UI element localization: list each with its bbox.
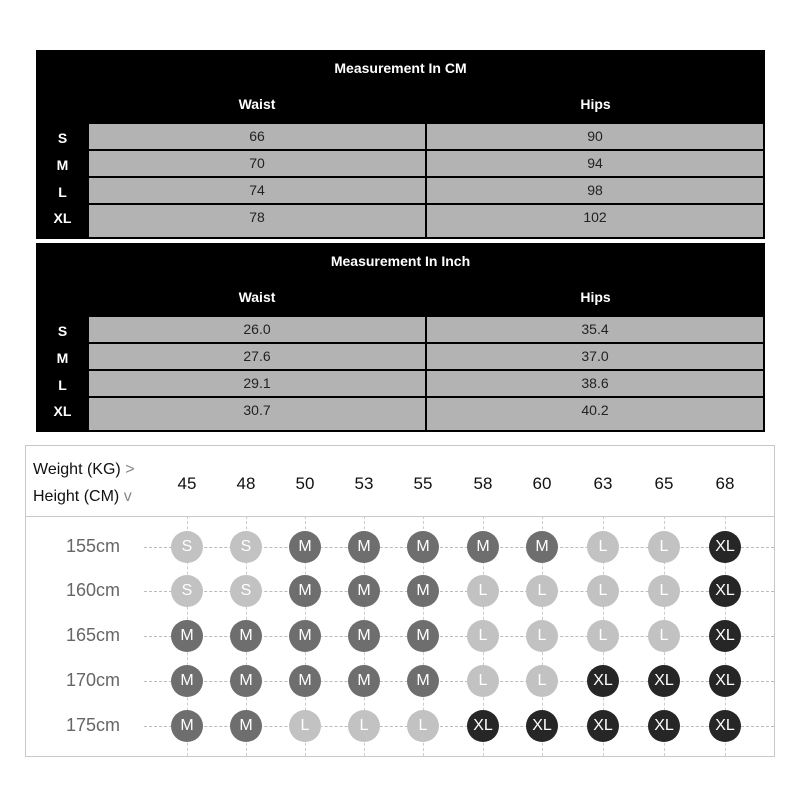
height-row-label: 170cm <box>66 670 121 690</box>
size-badge-m: M <box>348 620 380 652</box>
size-badge-xl: XL <box>709 575 741 607</box>
height-axis-label <box>33 488 132 506</box>
size-badge-xl: XL <box>648 665 680 697</box>
cm-size-s: S <box>57 130 68 146</box>
inch-hips-m: 37.0 <box>427 344 763 369</box>
size-badge-l: L <box>648 531 680 563</box>
height-row-label: 175cm <box>66 715 121 735</box>
size-badge-m: M <box>407 620 439 652</box>
inch-size-l: L <box>58 377 67 393</box>
size-badge-m: M <box>407 665 439 697</box>
cm-waist-m: 70 <box>89 151 425 176</box>
size-badge-s: S <box>171 531 203 563</box>
size-badge-m: M <box>171 620 203 652</box>
inch-waist-header: Waist <box>238 289 276 305</box>
size-badge-s: S <box>230 531 262 563</box>
weight-column-label: 50 <box>295 474 315 493</box>
inch-hips-l: 38.6 <box>427 371 763 396</box>
weight-column-label: 48 <box>236 474 256 493</box>
size-badge-l: L <box>467 665 499 697</box>
inch-hips-xl: 40.2 <box>427 398 763 430</box>
weight-axis-label <box>33 461 135 479</box>
size-badge-l: L <box>467 620 499 652</box>
size-badge-xl: XL <box>709 710 741 742</box>
size-badge-xl: XL <box>587 710 619 742</box>
cm-size-xl: XL <box>53 210 72 226</box>
size-badge-m: M <box>407 575 439 607</box>
weight-column-label: 58 <box>473 474 493 493</box>
size-badge-xl: XL <box>709 531 741 563</box>
size-badge-l: L <box>526 575 558 607</box>
cm-table-title: Measurement In CM <box>334 60 467 76</box>
size-badge-m: M <box>289 531 321 563</box>
height-label-text: Height (CM) <box>33 488 120 505</box>
size-badge-xl: XL <box>526 710 558 742</box>
inch-waist-m: 27.6 <box>89 344 425 369</box>
cm-hips-l: 98 <box>427 178 763 203</box>
inch-waist-l: 29.1 <box>89 371 425 396</box>
height-row-label: 155cm <box>66 536 121 556</box>
cm-waist-l: 74 <box>89 178 425 203</box>
weight-column-label: 60 <box>532 474 552 493</box>
weight-column-label: 65 <box>654 474 674 493</box>
inch-size-s: S <box>57 323 68 339</box>
size-badge-l: L <box>348 710 380 742</box>
size-badge-l: L <box>648 620 680 652</box>
weight-column-label: 45 <box>177 474 197 493</box>
height-row-label: 160cm <box>66 580 121 600</box>
size-badge-m: M <box>289 665 321 697</box>
inch-hips-s: 35.4 <box>427 317 763 342</box>
cm-size-l: L <box>58 184 67 200</box>
inch-waist-xl: 30.7 <box>89 398 425 430</box>
size-badge-s: S <box>230 575 262 607</box>
size-badge-s: S <box>171 575 203 607</box>
size-badge-m: M <box>289 620 321 652</box>
weight-column-label: 63 <box>593 474 613 493</box>
size-badge-l: L <box>289 710 321 742</box>
inch-waist-s: 26.0 <box>89 317 425 342</box>
size-badge-l: L <box>407 710 439 742</box>
inch-measurement-table <box>36 243 765 432</box>
grid-header-divider <box>26 516 774 517</box>
weight-column-label: 68 <box>715 474 735 493</box>
cm-measurement-table <box>36 50 765 239</box>
height-row-label: 165cm <box>66 625 121 645</box>
down-arrow-icon: v <box>123 488 132 505</box>
size-badge-l: L <box>587 531 619 563</box>
cm-hips-s: 90 <box>427 124 763 149</box>
size-badge-l: L <box>587 575 619 607</box>
weight-label-text: Weight (KG) <box>33 461 121 478</box>
inch-table-title: Measurement In Inch <box>330 253 471 269</box>
size-badge-m: M <box>289 575 321 607</box>
size-badge-m: M <box>171 665 203 697</box>
size-badge-l: L <box>526 620 558 652</box>
size-badge-xl: XL <box>709 665 741 697</box>
right-arrow-icon: > <box>125 461 135 478</box>
size-badge-l: L <box>587 620 619 652</box>
cm-hips-header: Hips <box>580 96 611 112</box>
size-badge-xl: XL <box>587 665 619 697</box>
size-badge-m: M <box>407 531 439 563</box>
inch-hips-header: Hips <box>580 289 611 305</box>
size-badge-m: M <box>230 665 262 697</box>
cm-waist-xl: 78 <box>89 205 425 237</box>
inch-size-xl: XL <box>53 403 72 419</box>
size-recommendation-grid <box>25 445 775 757</box>
size-badge-m: M <box>348 665 380 697</box>
cm-waist-header: Waist <box>238 96 276 112</box>
size-badge-m: M <box>171 710 203 742</box>
size-badge-xl: XL <box>467 710 499 742</box>
size-badge-m: M <box>348 575 380 607</box>
cm-hips-xl: 102 <box>427 205 763 237</box>
weight-column-label: 53 <box>354 474 374 493</box>
size-badge-m: M <box>348 531 380 563</box>
size-badge-l: L <box>526 665 558 697</box>
cm-size-m: M <box>56 157 69 173</box>
size-badge-xl: XL <box>709 620 741 652</box>
cm-hips-m: 94 <box>427 151 763 176</box>
weight-column-label: 55 <box>413 474 433 493</box>
size-badge-m: M <box>467 531 499 563</box>
inch-size-m: M <box>56 350 69 366</box>
size-badge-l: L <box>467 575 499 607</box>
size-badge-m: M <box>526 531 558 563</box>
size-badge-m: M <box>230 620 262 652</box>
cm-waist-s: 66 <box>89 124 425 149</box>
size-badge-xl: XL <box>648 710 680 742</box>
size-badge-m: M <box>230 710 262 742</box>
size-badge-l: L <box>648 575 680 607</box>
